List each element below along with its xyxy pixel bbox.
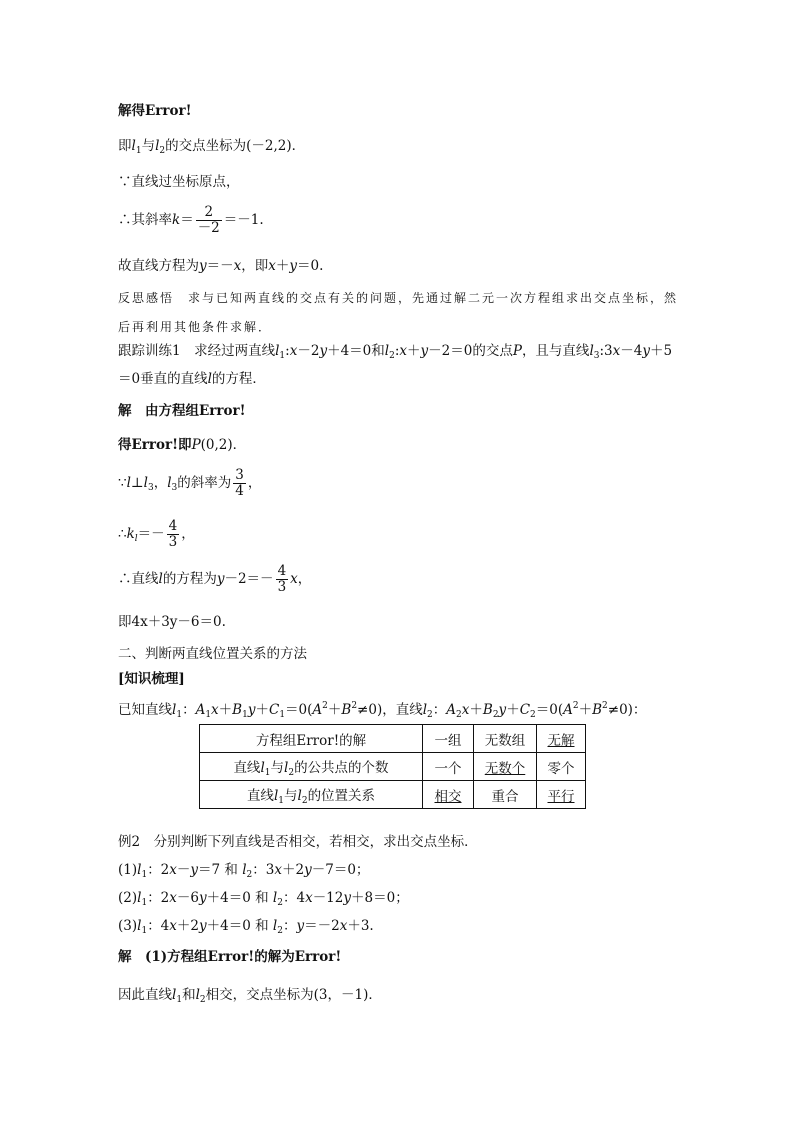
equation-line: 故直线方程为y＝－x，即x＋y＝0.	[118, 258, 324, 274]
table-cell: 零个	[537, 753, 586, 781]
example-heading: 例2 分别判断下列直线是否相交，若相交，求出交点坐标．	[118, 834, 478, 850]
point-line: 得Error!即P(0,2)．	[118, 437, 247, 453]
table-cell: 无解	[537, 725, 586, 753]
table-row	[200, 725, 586, 753]
slope-kl-line: $\therefore k_l=-$ $\frac{4}{3}$ ，	[118, 518, 195, 550]
table-cell: 平行	[537, 781, 586, 809]
table-cell: 一组	[423, 725, 474, 753]
table-cell: 重合	[474, 781, 537, 809]
slope-line: ∴其斜率k＝ $\frac{2}{-2}$ ＝－1.	[118, 204, 264, 236]
table-cell: 方程组Error!的解	[200, 725, 423, 753]
table-cell: 无数组	[474, 725, 537, 753]
intersection-line: 即$l_1$与$l_2$的交点坐标为(－2,2)．	[118, 138, 306, 156]
fraction: $\frac{4}{3}$	[277, 563, 287, 595]
section-heading: 二、判断两直线位置关系的方法	[118, 646, 307, 662]
example-item-3: $(3)l_1$：4x＋2y＋4＝0 和 $l_2$：y＝－2x＋3.	[118, 918, 374, 936]
table-cell: 直线$l_1$与$l_2$的位置关系	[200, 781, 423, 809]
table-cell: 一个	[423, 753, 474, 781]
perpendicular-line: $\because l\perp l_3$，$l_3$的斜率为 $\frac{3}{4}$ ，	[118, 467, 262, 499]
example-item-2: $(2)l_1$：2x－6y＋4＝0 和 $l_2$：4x－12y＋8＝0；	[118, 890, 409, 908]
table-row	[200, 753, 586, 781]
reflection-note: 反思感悟 求与已知两直线的交点有关的问题，先通过解二元一次方程组求出交点坐标，然	[118, 291, 679, 305]
line-l-equation: ∴直线l的方程为y－2＝－ $\frac{4}{3}$ x，	[118, 563, 312, 595]
table-cell: 直线$l_1$与$l_2$的公共点的个数	[200, 753, 423, 781]
relationship-table	[199, 724, 586, 809]
final-equation: 即4x＋3y－6＝0.	[118, 614, 226, 630]
knowledge-label: [知识梳理]	[118, 671, 185, 687]
example-solution: 解 (1)方程组Error!的解为Error!	[118, 949, 342, 965]
given-lines: 已知直线$l_1$：$A_1x+B_1y+C_1=0(A^2+B^2\ne 0)$，直线$l_2$：$A_2x+B_2y+C_2=0(A^2+B^2\ne 0)$：	[118, 701, 647, 720]
fraction: $\frac{4}{3}$	[168, 518, 178, 550]
solution-start: 解 由方程组Error!	[118, 403, 246, 419]
exercise-line-cont: ＝0垂直的直线l的方程．	[118, 371, 266, 387]
table-row	[200, 781, 586, 809]
solution-result-line: 解得Error!	[118, 103, 192, 119]
fraction: $\frac{3}{4}$	[235, 467, 244, 499]
fraction: $\frac{2}{-2}$	[197, 204, 220, 236]
origin-line: ∵直线过坐标原点，	[118, 174, 240, 190]
table-cell: 无数个	[474, 753, 537, 781]
example-item-1: $(1)l_1$：2x－y＝7 和 $l_2$：3x＋2y－7＝0；	[118, 862, 370, 880]
table-cell: 相交	[423, 781, 474, 809]
conclusion-line: 因此直线$l_1$和$l_2$相交，交点坐标为(3，－1)．	[118, 987, 382, 1005]
exercise-line: 跟踪训练1 求经过两直线$l_1:x-2y+4=0$和$l_2:x+y-2=0$的交点P，且与直线$l_3:3x-4y+5$	[118, 343, 673, 361]
reflection-note-cont: 后再利用其他条件求解．	[118, 320, 273, 334]
